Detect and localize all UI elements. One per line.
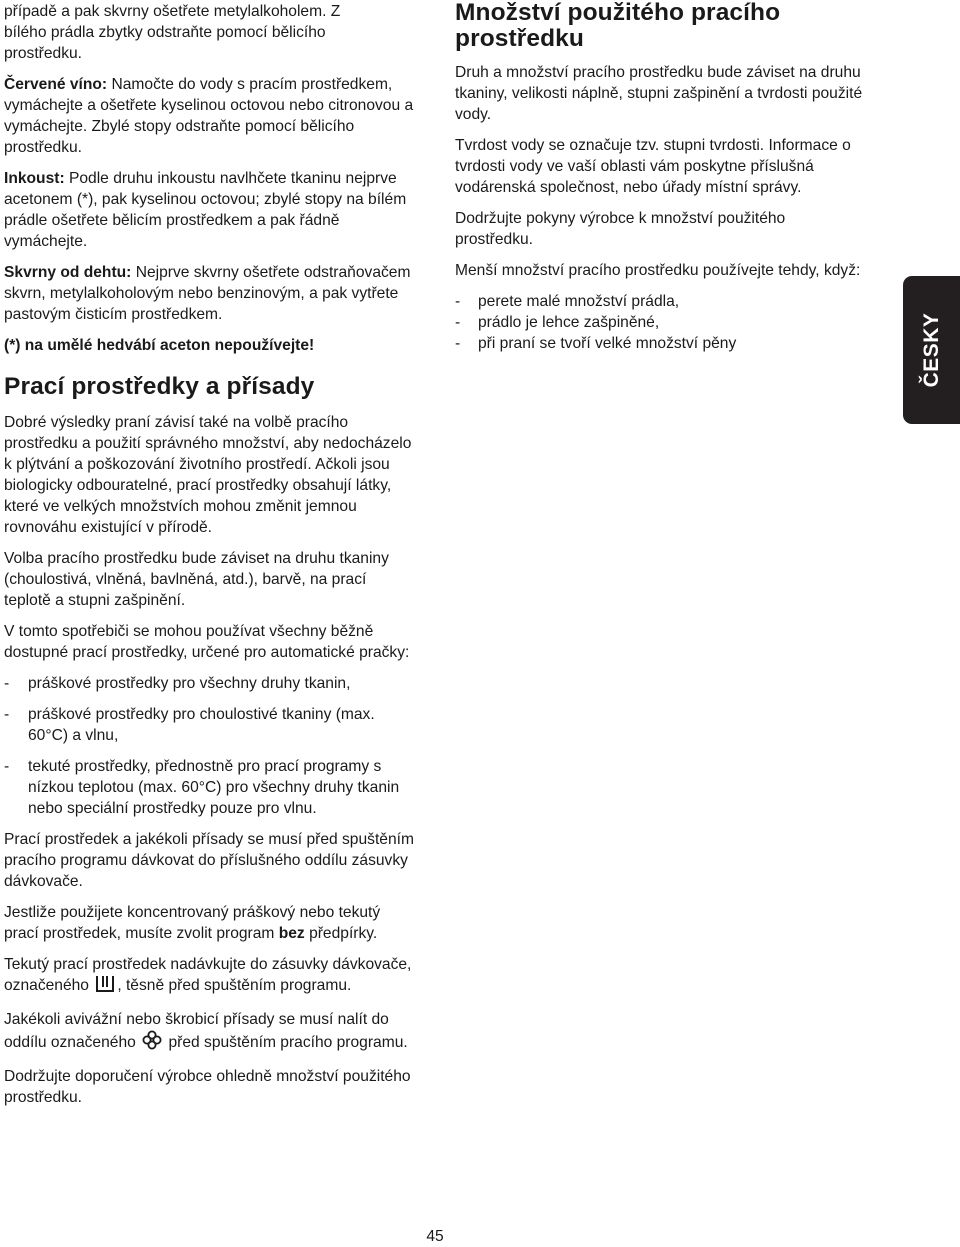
ink-lead: Inkoust: <box>4 170 65 187</box>
list-item: - prádlo je lehce zašpiněné, <box>455 312 865 333</box>
less-detergent-list <box>455 291 865 354</box>
list-item: - tekuté prostředky, přednostně pro prací programy s nízkou teplotou (max. 60°C) pro všechny druhy tkanin nebo speciální prostředky pouze pro vlnu. <box>4 756 416 819</box>
acetone-warning: (*) na umělé hedvábí aceton nepoužívejte! <box>4 337 315 354</box>
p5-end: předpírky. <box>304 925 378 942</box>
page-number: 45 <box>426 1228 444 1245</box>
tar-paragraph <box>4 262 416 325</box>
language-tab <box>903 276 960 424</box>
section-title-detergents: Prací prostředky a přísady <box>4 373 315 400</box>
p6-before: Tekutý prací prostředek nadávkujte do zásuvky dávkovače, označeného <box>4 956 412 994</box>
intro-line-1: případě a pak skvrny ošetřete metylalkoholem. Z <box>4 3 341 20</box>
intro-line-2: bílého prádla zbytky odstraňte pomocí bělicího <box>4 24 326 41</box>
detergent-paragraph-6 <box>4 954 416 999</box>
amount-paragraph-1: Druh a množství pracího prostředku bude záviset na druhu tkaniny, velikosti náplně, stupni zašpinění a tvrdosti použité vody. <box>455 64 863 123</box>
tar-lead: Skvrny od dehtu: <box>4 264 132 281</box>
right-column <box>455 0 865 354</box>
detergent-paragraph-5 <box>4 902 416 944</box>
liquid-compartment-icon <box>95 975 115 999</box>
list-item: - práškové prostředky pro choulostivé tkaniny (max. 60°C) a vlnu, <box>4 704 416 746</box>
p5-bold: bez <box>278 925 305 942</box>
intro-paragraph <box>4 1 416 64</box>
red-wine-paragraph <box>4 74 416 158</box>
ink-paragraph <box>4 168 416 252</box>
left-column <box>4 0 416 1108</box>
section-title-amount: Množství použitého pracího prostředku <box>455 0 781 52</box>
list-item: - práškové prostředky pro všechny druhy tkanin, <box>4 673 416 694</box>
intro-line-3: prostředku. <box>4 45 83 62</box>
detergent-paragraph-3: V tomto spotřebiči se mohou používat všechny běžně dostupné prací prostředky, určené pro automatické pračky: <box>4 623 410 661</box>
detergent-paragraph-7 <box>4 1009 416 1056</box>
amount-paragraph-4: Menší množství pracího prostředku používejte tehdy, když: <box>455 262 861 279</box>
p5-text: Jestliže použijete koncentrovaný práškový nebo tekutý prací prostředek, musíte zvolit program <box>4 904 381 942</box>
p6-after: , těsně před spuštěním programu. <box>117 977 352 994</box>
flower-softener-icon <box>142 1030 162 1056</box>
p7-before: Jakékoli avivážní nebo škrobicí přísady se musí nalít do oddílu označeného <box>4 1011 389 1051</box>
detergent-paragraph-2: Volba pracího prostředku bude záviset na druhu tkaniny (choulostivá, vlněná, bavlněná, atd.), barvě, na prací teplotě a stupni zašpinění. <box>4 550 389 609</box>
tar-text: Nejprve skvrny ošetřete odstraňovačem skvrn, metylalkoholovým nebo benzinovým, a pak vytřete pastovým čisticím prostředkem. <box>4 264 411 323</box>
language-label: ČESKY <box>919 312 943 388</box>
list-item: - při praní se tvoří velké množství pěny <box>455 333 865 354</box>
amount-paragraph-3: Dodržujte pokyny výrobce k množství použitého prostředku. <box>455 210 786 248</box>
detergent-type-list <box>4 673 416 819</box>
red-wine-lead: Červené víno: <box>4 76 108 93</box>
red-wine-text: Namočte do vody s pracím prostředkem, vymáchejte a ošetřete kyselinou octovou nebo citronovou a vymáchejte. Zbylé stopy odstraňte pomocí bělicího prostředku. <box>4 76 414 156</box>
p7-after: před spuštěním pracího programu. <box>164 1034 408 1051</box>
detergent-paragraph-4: Prací prostředek a jakékoli přísady se musí před spuštěním pracího programu dávkovat do příslušného oddílu zásuvky dávkovače. <box>4 831 414 890</box>
detergent-paragraph-8: Dodržujte doporučení výrobce ohledně množství použitého prostředku. <box>4 1068 411 1106</box>
amount-paragraph-2: Tvrdost vody se označuje tzv. stupni tvrdosti. Informace o tvrdosti vody ve vaší oblasti vám poskytne příslušná vodárenská společnost, nebo úřady místní správy. <box>455 137 851 196</box>
ink-text: Podle druhu inkoustu navlhčete tkaninu nejprve acetonem (*), pak kyselinou octovou; zbylé stopy na bílém prádle ošetřete bělicím prostředkem a pak řádně vymáchejte. <box>4 170 407 250</box>
detergent-paragraph-1: Dobré výsledky praní závisí také na volbě pracího prostředku a použití správného množství, aby nedocházelo k plýtvání a poškozování životního prostředí. Ačkoli jsou biologicky odbouratelné, prací prostředky obsahují látky, které ve velkých množstvích mohou změnit jemnou rovnováhu existující v přírodě. <box>4 414 412 536</box>
list-item: - perete malé množství prádla, <box>455 291 865 312</box>
